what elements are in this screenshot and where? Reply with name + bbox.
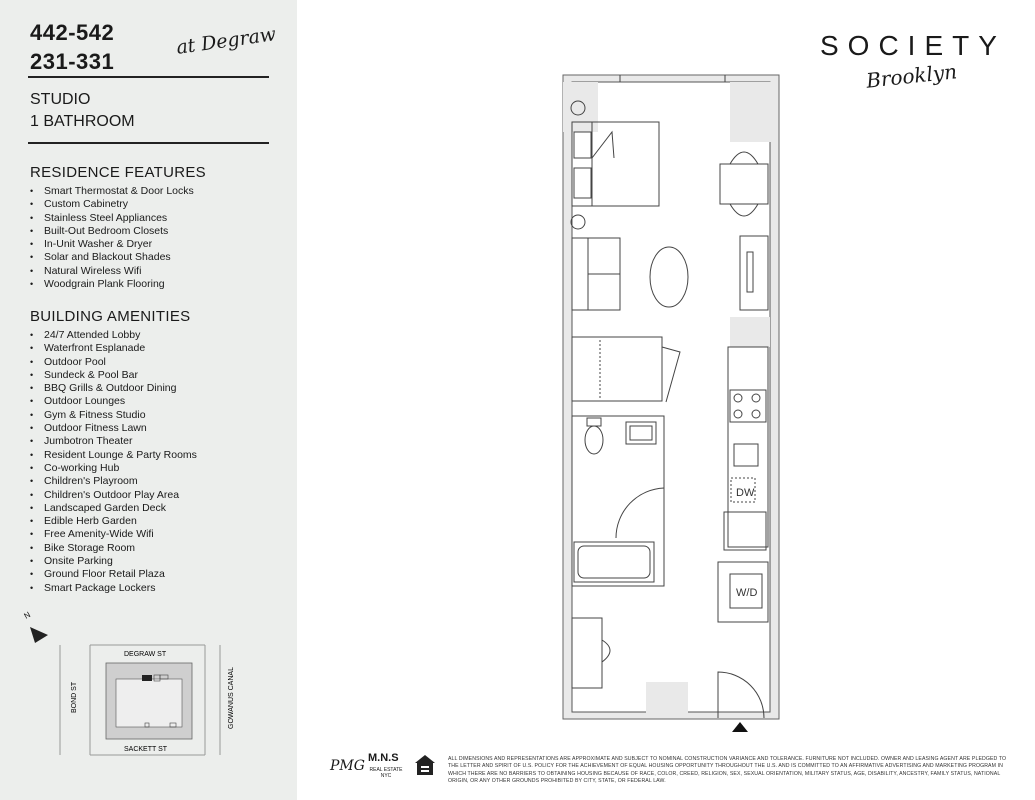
unit-numbers-line2: 231-331	[30, 49, 115, 74]
site-location-map	[20, 605, 250, 765]
list-item: • Landscaped Garden Deck	[30, 502, 197, 515]
list-item: • Smart Package Lockers	[30, 582, 197, 595]
floorplan	[560, 72, 790, 732]
degraw-script-label: at Degraw	[174, 23, 278, 59]
north-arrow-icon	[23, 610, 49, 643]
list-item: • Onsite Parking	[30, 555, 197, 568]
list-item: • Stainless Steel Appliances	[30, 212, 194, 225]
list-item: • 24/7 Attended Lobby	[30, 329, 197, 342]
unit-location-marker	[142, 675, 152, 681]
list-item: • In-Unit Washer & Dryer	[30, 238, 194, 251]
list-item: • Smart Thermostat & Door Locks	[30, 185, 194, 198]
unit-bathrooms: 1 BATHROOM	[30, 113, 135, 130]
list-item: • Outdoor Lounges	[30, 395, 197, 408]
list-item: • Built-Out Bedroom Closets	[30, 225, 194, 238]
dishwasher-label: DW	[736, 487, 755, 499]
footer-logos	[330, 752, 440, 792]
north-label: N	[22, 610, 33, 621]
unit-type: STUDIO	[30, 91, 91, 108]
building-amenities-title: BUILDING AMENITIES	[30, 308, 191, 325]
list-item: • Co-working Hub	[30, 462, 197, 475]
list-item: • Custom Cabinetry	[30, 198, 194, 211]
list-item: • Free Amenity-Wide Wifi	[30, 528, 197, 541]
list-item: • Outdoor Fitness Lawn	[30, 422, 197, 435]
street-label-sackett: SACKETT ST	[124, 746, 168, 753]
list-item: • Outdoor Pool	[30, 356, 197, 369]
entry-arrow-icon	[732, 722, 748, 732]
street-label-degraw: DEGRAW ST	[124, 651, 167, 658]
courtyard	[116, 679, 182, 727]
list-item: • Woodgrain Plank Flooring	[30, 278, 194, 291]
list-item: • Natural Wireless Wifi	[30, 265, 194, 278]
building-amenities-list	[30, 329, 197, 595]
equal-housing-icon	[414, 754, 436, 780]
street-label-bond: BOND ST	[71, 681, 78, 713]
mns-logo: M.N.S	[368, 752, 399, 764]
society-brooklyn-logo	[820, 30, 1006, 93]
residence-features-list	[30, 185, 194, 291]
brand-name: SOCIETY	[820, 30, 1006, 61]
list-item: • Resident Lounge & Party Rooms	[30, 449, 197, 462]
list-item: • Edible Herb Garden	[30, 515, 197, 528]
list-item: • Sundeck & Pool Bar	[30, 369, 197, 382]
list-item: • Children's Outdoor Play Area	[30, 489, 197, 502]
washer-dryer-label: W/D	[736, 587, 758, 599]
street-label-gowanus: GOWANUS CANAL	[228, 667, 235, 729]
list-item: • Ground Floor Retail Plaza	[30, 568, 197, 581]
pmg-logo: PMG	[330, 758, 365, 774]
info-panel	[0, 0, 297, 800]
unit-numbers-line1: 442-542	[30, 20, 115, 45]
mns-logo-sub: REAL ESTATE NYC	[369, 767, 403, 779]
list-item: • Bike Storage Room	[30, 542, 197, 555]
residence-features-title: RESIDENCE FEATURES	[30, 164, 206, 181]
list-item: • Children's Playroom	[30, 475, 197, 488]
list-item: • Solar and Blackout Shades	[30, 251, 194, 264]
list-item: • Waterfront Esplanade	[30, 342, 197, 355]
divider	[28, 142, 269, 144]
list-item: • Gym & Fitness Studio	[30, 409, 197, 422]
list-item: • BBQ Grills & Outdoor Dining	[30, 382, 197, 395]
brand-script: Brooklyn	[864, 59, 959, 93]
list-item: • Jumbotron Theater	[30, 435, 197, 448]
legal-disclaimer: ALL DIMENSIONS AND REPRESENTATIONS ARE APPROXIMATE AND SUBJECT TO NOMINAL CONSTRUCTION VARIANCE AND TOLERANCE. FURNITURE NOT INCLUDED. OWNER AND LEASING AGENT ARE PLEDGED TO THE LETTER AND SPIRIT OF U.S. POLICY FOR THE ACHIEVEMENT OF EQUAL HOUSING OPPORTUNITY THROUGHOUT THE U.S. AND IS COMMITTED TO AN AFFIRMATIVE ADVERTISING AND MARKETING PROGRAM IN WHICH THERE ARE NO BARRIERS TO OBTAINING HOUSING BECAUSE OF RACE, COLOR, CREED, RELIGION, SEX, SEXUAL ORIENTATION, MILITARY STATUS, AGE, DISABILITY, ANCESTRY, FAMILY STATUS, NATIONAL ORIGIN, OR ANY OTHER GROUNDS PROHIBITED BY CITY, STATE, OR FEDERAL LAW.	[448, 756, 1007, 785]
divider	[28, 76, 269, 78]
